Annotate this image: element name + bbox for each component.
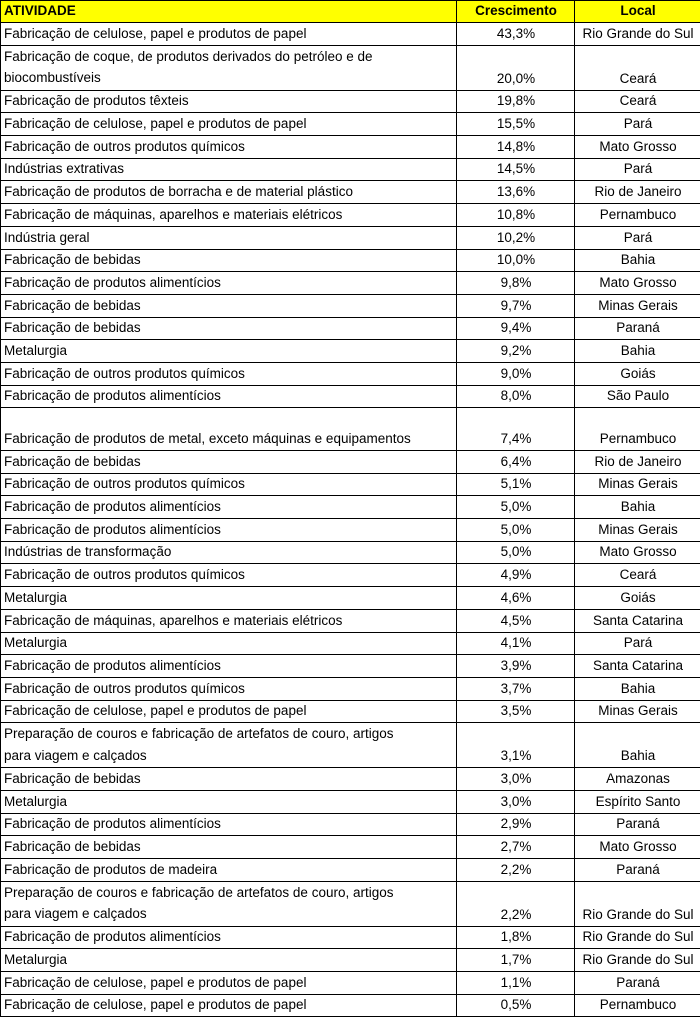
table-row — [1, 408, 700, 451]
cell-place: Pará — [575, 226, 700, 249]
cell-activity: Indústrias extrativas — [1, 158, 457, 181]
table-body — [1, 23, 700, 1017]
table-row — [1, 45, 700, 90]
cell-activity: Fabricação de produtos alimentícios — [1, 496, 457, 519]
cell-activity: Fabricação de bebidas — [1, 451, 457, 474]
table-row — [1, 972, 700, 995]
cell-growth: 3,0% — [457, 790, 575, 813]
cell-growth: 2,2% — [457, 881, 575, 926]
cell-place: Pará — [575, 113, 700, 136]
cell-place: Espírito Santo — [575, 790, 700, 813]
cell-place: Bahia — [575, 677, 700, 700]
table-row — [1, 473, 700, 496]
cell-activity: Metalurgia — [1, 587, 457, 610]
cell-growth: 8,0% — [457, 385, 575, 408]
cell-growth: 15,5% — [457, 113, 575, 136]
cell-activity: Fabricação de bebidas — [1, 836, 457, 859]
table-row — [1, 881, 700, 926]
cell-activity: Metalurgia — [1, 632, 457, 655]
cell-place: Ceará — [575, 564, 700, 587]
cell-place: Paraná — [575, 317, 700, 340]
cell-growth: 19,8% — [457, 90, 575, 113]
table-row — [1, 813, 700, 836]
table-row — [1, 181, 700, 204]
cell-place: Ceará — [575, 90, 700, 113]
cell-growth: 9,0% — [457, 362, 575, 385]
cell-activity: Fabricação de produtos têxteis — [1, 90, 457, 113]
cell-growth: 2,7% — [457, 836, 575, 859]
cell-activity: Fabricação de outros produtos químicos — [1, 362, 457, 385]
activity-line: Preparação de couros e fabricação de artefatos de couro, artigos — [4, 882, 454, 904]
table-row — [1, 519, 700, 542]
cell-growth: 10,8% — [457, 204, 575, 227]
table-row — [1, 23, 700, 46]
cell-place: Bahia — [575, 723, 700, 768]
cell-growth: 5,0% — [457, 541, 575, 564]
cell-growth: 9,2% — [457, 340, 575, 363]
cell-place: Rio de Janeiro — [575, 451, 700, 474]
cell-growth: 6,4% — [457, 451, 575, 474]
activity-line: Fabricação de coque, de produtos derivados do petróleo e de — [4, 46, 454, 68]
cell-place: Minas Gerais — [575, 519, 700, 542]
cell-place: Bahia — [575, 496, 700, 519]
cell-growth: 9,7% — [457, 294, 575, 317]
cell-activity: Fabricação de celulose, papel e produtos de papel — [1, 972, 457, 995]
cell-place: Mato Grosso — [575, 836, 700, 859]
cell-activity: Metalurgia — [1, 949, 457, 972]
cell-growth: 14,5% — [457, 158, 575, 181]
cell-place: Santa Catarina — [575, 655, 700, 678]
cell-place: Mato Grosso — [575, 541, 700, 564]
cell-activity — [1, 45, 457, 90]
cell-growth: 1,7% — [457, 949, 575, 972]
cell-activity: Fabricação de bebidas — [1, 294, 457, 317]
cell-activity: Fabricação de outros produtos químicos — [1, 136, 457, 159]
column-header-place: Local — [575, 1, 700, 23]
cell-place: Ceará — [575, 45, 700, 90]
cell-activity: Fabricação de celulose, papel e produtos de papel — [1, 113, 457, 136]
table-row — [1, 632, 700, 655]
cell-activity: Fabricação de produtos de borracha e de material plástico — [1, 181, 457, 204]
cell-growth: 1,8% — [457, 926, 575, 949]
cell-growth: 4,1% — [457, 632, 575, 655]
cell-place: Minas Gerais — [575, 473, 700, 496]
activity-line: biocombustíveis — [4, 67, 454, 89]
table-row — [1, 564, 700, 587]
table-row — [1, 655, 700, 678]
cell-place: Bahia — [575, 249, 700, 272]
cell-place: Rio Grande do Sul — [575, 926, 700, 949]
cell-place: Rio de Janeiro — [575, 181, 700, 204]
cell-place: São Paulo — [575, 385, 700, 408]
cell-activity: Metalurgia — [1, 790, 457, 813]
table-row — [1, 294, 700, 317]
table-row — [1, 204, 700, 227]
cell-growth: 3,9% — [457, 655, 575, 678]
cell-activity: Metalurgia — [1, 340, 457, 363]
table-row — [1, 994, 700, 1017]
table-row — [1, 700, 700, 723]
cell-activity: Fabricação de bebidas — [1, 249, 457, 272]
cell-activity: Indústrias de transformação — [1, 541, 457, 564]
table-row — [1, 609, 700, 632]
cell-activity: Fabricação de produtos de madeira — [1, 859, 457, 882]
cell-activity: Fabricação de máquinas, aparelhos e materiais elétricos — [1, 609, 457, 632]
cell-activity: Fabricação de produtos alimentícios — [1, 519, 457, 542]
cell-activity: Fabricação de máquinas, aparelhos e materiais elétricos — [1, 204, 457, 227]
cell-place: Bahia — [575, 340, 700, 363]
column-header-growth: Crescimento — [457, 1, 575, 23]
table-row — [1, 723, 700, 768]
cell-activity: Fabricação de produtos alimentícios — [1, 385, 457, 408]
cell-activity: Fabricação de outros produtos químicos — [1, 564, 457, 587]
cell-growth: 9,8% — [457, 272, 575, 295]
cell-growth: 5,0% — [457, 519, 575, 542]
header-row — [1, 1, 700, 23]
cell-activity: Fabricação de produtos alimentícios — [1, 272, 457, 295]
cell-growth: 3,0% — [457, 768, 575, 791]
activity-line: Preparação de couros e fabricação de artefatos de couro, artigos — [4, 723, 454, 745]
cell-place: Paraná — [575, 813, 700, 836]
table-row — [1, 317, 700, 340]
cell-activity: Fabricação de produtos alimentícios — [1, 813, 457, 836]
table-row — [1, 836, 700, 859]
cell-growth: 13,6% — [457, 181, 575, 204]
cell-growth: 43,3% — [457, 23, 575, 46]
cell-place: Pernambuco — [575, 408, 700, 451]
table-row — [1, 362, 700, 385]
cell-growth: 14,8% — [457, 136, 575, 159]
cell-activity: Fabricação de celulose, papel e produtos de papel — [1, 23, 457, 46]
cell-activity: Fabricação de produtos alimentícios — [1, 655, 457, 678]
cell-place: Rio Grande do Sul — [575, 881, 700, 926]
cell-place: Pernambuco — [575, 994, 700, 1017]
cell-place: Mato Grosso — [575, 136, 700, 159]
table-row — [1, 385, 700, 408]
cell-place: Goiás — [575, 362, 700, 385]
cell-growth: 3,1% — [457, 723, 575, 768]
cell-activity: Fabricação de celulose, papel e produtos de papel — [1, 994, 457, 1017]
cell-place: Minas Gerais — [575, 700, 700, 723]
table-row — [1, 226, 700, 249]
table-row — [1, 587, 700, 610]
cell-activity — [1, 723, 457, 768]
cell-growth: 2,2% — [457, 859, 575, 882]
activity-line: para viagem e calçados — [4, 903, 454, 925]
table-row — [1, 677, 700, 700]
cell-growth: 0,5% — [457, 994, 575, 1017]
table-row — [1, 451, 700, 474]
table-row — [1, 90, 700, 113]
cell-activity: Fabricação de bebidas — [1, 317, 457, 340]
cell-place: Pernambuco — [575, 204, 700, 227]
cell-activity: Fabricação de outros produtos químicos — [1, 473, 457, 496]
cell-place: Goiás — [575, 587, 700, 610]
cell-growth: 10,0% — [457, 249, 575, 272]
activity-line: para viagem e calçados — [4, 745, 454, 767]
cell-place: Paraná — [575, 859, 700, 882]
cell-activity: Fabricação de outros produtos químicos — [1, 677, 457, 700]
cell-activity: Fabricação de celulose, papel e produtos de papel — [1, 700, 457, 723]
table-row — [1, 340, 700, 363]
cell-activity: Fabricação de produtos alimentícios — [1, 926, 457, 949]
cell-growth: 7,4% — [457, 408, 575, 451]
cell-growth: 5,0% — [457, 496, 575, 519]
cell-place: Mato Grosso — [575, 272, 700, 295]
cell-place: Rio Grande do Sul — [575, 949, 700, 972]
table-row — [1, 272, 700, 295]
table-row — [1, 949, 700, 972]
cell-growth: 5,1% — [457, 473, 575, 496]
table-row — [1, 790, 700, 813]
cell-growth: 3,7% — [457, 677, 575, 700]
table-row — [1, 113, 700, 136]
cell-growth: 3,5% — [457, 700, 575, 723]
cell-growth: 10,2% — [457, 226, 575, 249]
cell-growth: 9,4% — [457, 317, 575, 340]
table-row — [1, 136, 700, 159]
column-header-activity: ATIVIDADE — [1, 1, 457, 23]
table-row — [1, 859, 700, 882]
cell-place: Minas Gerais — [575, 294, 700, 317]
cell-growth: 4,6% — [457, 587, 575, 610]
cell-activity — [1, 881, 457, 926]
cell-growth: 2,9% — [457, 813, 575, 836]
cell-growth: 4,5% — [457, 609, 575, 632]
table-row — [1, 926, 700, 949]
cell-place: Amazonas — [575, 768, 700, 791]
table-row — [1, 541, 700, 564]
cell-place: Pará — [575, 158, 700, 181]
cell-place: Santa Catarina — [575, 609, 700, 632]
cell-growth: 1,1% — [457, 972, 575, 995]
table-row — [1, 768, 700, 791]
table-row — [1, 496, 700, 519]
cell-activity: Indústria geral — [1, 226, 457, 249]
cell-activity: Fabricação de produtos de metal, exceto máquinas e equipamentos — [1, 408, 457, 451]
cell-place: Pará — [575, 632, 700, 655]
cell-place: Rio Grande do Sul — [575, 23, 700, 46]
cell-growth: 20,0% — [457, 45, 575, 90]
table-row — [1, 249, 700, 272]
table-row — [1, 158, 700, 181]
cell-activity: Fabricação de bebidas — [1, 768, 457, 791]
cell-growth: 4,9% — [457, 564, 575, 587]
cell-place: Paraná — [575, 972, 700, 995]
